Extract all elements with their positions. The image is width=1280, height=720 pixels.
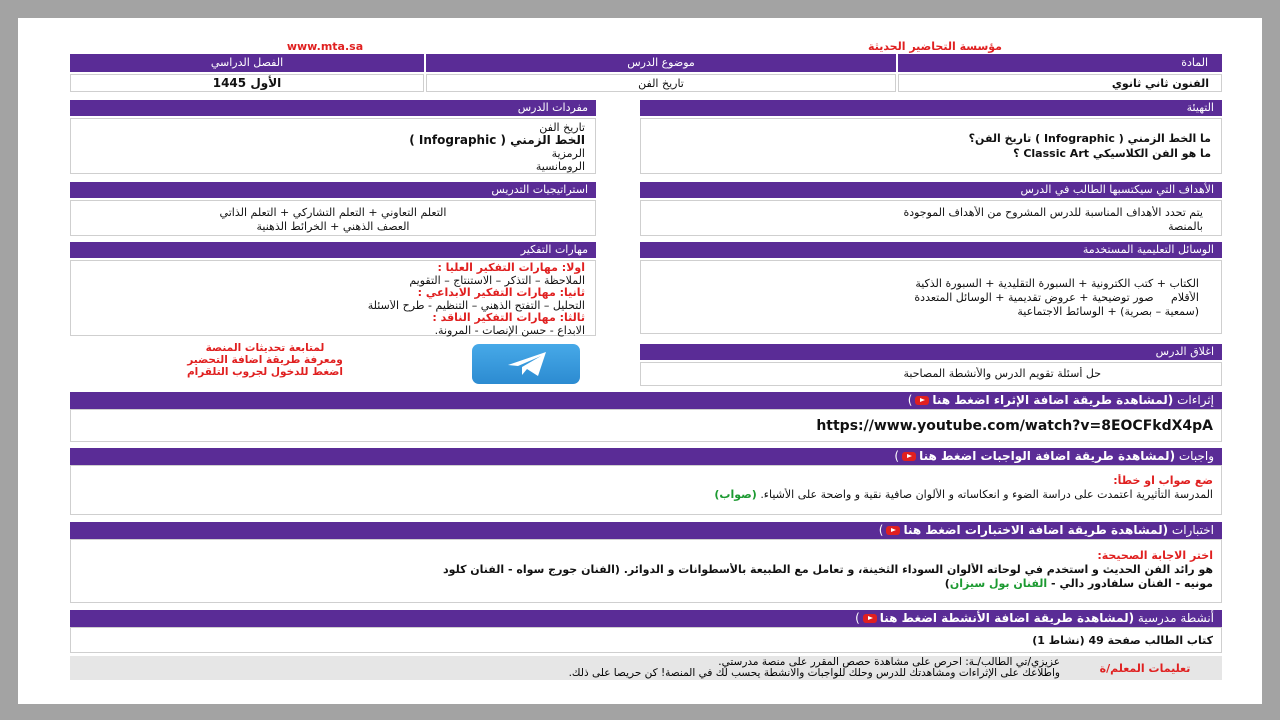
thinking-heading: ثانيا: مهارات التفكير الابداعي : — [417, 287, 585, 299]
intro-header: التهيئة — [640, 100, 1222, 116]
objectives-line: بالمنصة — [1168, 220, 1203, 233]
homework-answer: (صواب) — [714, 488, 757, 501]
tests-prompt: اختر الاجابة الصحيحة: — [1097, 549, 1213, 562]
activities-howto-link[interactable]: (لمشاهدة طريقة اضافة الأنشطة اضغط هنا — [879, 611, 1135, 625]
intro-box — [640, 118, 1222, 174]
aids-header: الوسائل التعليمية المستخدمة — [640, 242, 1222, 258]
vocab-box — [70, 118, 596, 174]
activities-text: كتاب الطالب صفحة 49 (نشاط 1) — [1032, 634, 1213, 647]
strategies-line: التعلم التعاوني + التعلم التشاركي + التعلم الذاتي — [219, 206, 447, 219]
strategies-box — [70, 200, 596, 236]
enrichment-howto-link[interactable]: (لمشاهدة طريقة اضافة الإثراء اضغط هنا — [932, 393, 1174, 407]
intro-line: ما هو الفن الكلاسيكي Classic Art ؟ — [1013, 147, 1211, 160]
homework-title: واجبات — [1178, 449, 1214, 463]
telegram-plane-icon — [472, 344, 580, 384]
enrichment-box — [70, 409, 1222, 442]
tests-howto-link[interactable]: (لمشاهدة طريقة اضافة الاختبارات اضغط هنا — [903, 523, 1169, 537]
teacher-label: تعليمات المعلم/ة — [1099, 662, 1191, 675]
homework-header: واجبات (لمشاهدة طريقة اضافة الواجبات اضغط هنا) — [70, 448, 1222, 465]
vocab-line: تاريخ الفن — [539, 121, 585, 134]
aids-line: (سمعية – بصرية) + الوسائط الاجتماعية — [1017, 305, 1199, 318]
enrichment-header: إثراءات (لمشاهدة طريقة اضافة الإثراء اضغط هنا) — [70, 392, 1222, 409]
teacher-text — [190, 657, 1060, 679]
thinking-box — [70, 260, 596, 336]
enrichment-title: إثراءات — [1177, 393, 1214, 407]
strategies-line: العصف الذهني + الخرائط الذهنية — [256, 220, 410, 233]
subject-label: المادة — [898, 54, 1222, 72]
topic-label: موضوع الدرس — [426, 54, 896, 72]
objectives-header: الأهداف التي سيكتسبها الطالب في الدرس — [640, 182, 1222, 198]
thinking-line: الملاحظة – التذكر – الاستنتاج – التقويم — [409, 274, 585, 287]
telegram-text: اضغط للدخول لجروب التلقرام — [186, 366, 344, 378]
thinking-heading: أولا: مهارات التفكير العليا : — [437, 262, 585, 274]
closing-box — [640, 362, 1222, 386]
homework-howto-link[interactable]: (لمشاهدة طريقة اضافة الواجبات اضغط هنا — [919, 449, 1176, 463]
closing-header: اغلاق الدرس — [640, 344, 1222, 360]
youtube-icon[interactable] — [886, 526, 900, 535]
aids-line: الكتاب + كتب الكترونية + السبورة التقليدية + السبورة الذكية — [915, 277, 1199, 290]
telegram-icon[interactable] — [472, 344, 580, 384]
enrichment-url[interactable]: https://www.youtube.com/watch?v=8EOCFkdX4pA — [816, 418, 1213, 434]
aids-line: الأقلام صور توضيحية + عروض تقديمية + الوسائل المتعددة — [914, 291, 1199, 304]
youtube-icon[interactable] — [902, 452, 916, 461]
topic-value: تاريخ الفن — [426, 74, 896, 92]
thinking-line: التحليل – التفتح الذهني – التنظيم - طرح الأسئلة — [367, 299, 585, 312]
vocab-header: مفردات الدرس — [70, 100, 596, 116]
tests-answer: الفنان بول سيزان — [949, 577, 1048, 590]
thinking-header: مهارات التفكير — [70, 242, 596, 258]
objectives-line: يتم تحدد الأهداف المناسبة للدرس المشروح من الأهداف الموجودة — [903, 206, 1203, 219]
vocab-line: الرمزية — [551, 147, 585, 160]
teacher-line: عزيزي/تي الطالب/ـة: احرص على مشاهدة حصص المقرر على منصة مدرستي. — [718, 657, 1060, 668]
teacher-line: واطلاعك على الإثراءات ومشاهدتك للدرس وحلك للواجبات والأنشطة يحسب لك في المنصة! كن حريصا على ذلك. — [568, 668, 1060, 679]
site-url[interactable]: www.mta.sa — [286, 40, 364, 53]
lesson-plan-document — [30, 32, 1230, 680]
vocab-line: الخط الزمني ( Infographic ) — [409, 134, 585, 147]
vocab-line: الرومانسية — [535, 160, 585, 173]
semester-value: الأول 1445 — [70, 74, 424, 92]
thinking-heading: ثالثا: مهارات التفكير الناقد : — [432, 312, 585, 324]
youtube-icon[interactable] — [915, 396, 929, 405]
activities-title: أنشطة مدرسية — [1137, 611, 1214, 625]
homework-sentence: المدرسة التأثيرية اعتمدت على دراسة الضوء و انعكاساته و الألوان صافية نقية و واضحة على الأشياء. — [760, 488, 1213, 501]
homework-box — [70, 465, 1222, 515]
tests-question-line: هو رائد الفن الحديث و استخدم في لوحاته الألوان السوداء الثخينة، و تعامل مع الطبيعة بالأسطوانات و الدوائر. (الفنان جورج سواه - الفنان كلود — [443, 563, 1213, 576]
activities-header: أنشطة مدرسية (لمشاهدة طريقة اضافة الأنشطة اضغط هنا) — [70, 610, 1222, 627]
tests-question-line: مونيه - الفنان سلفادور دالي - — [1051, 577, 1213, 590]
thinking-line: الابداع - حسن الإنصات - المرونة. — [434, 324, 585, 337]
closing-text: حل أسئلة تقويم الدرس والأنشطة المصاحبة — [903, 367, 1101, 380]
telegram-text: ومعرفة طريقة اضافة التحضير — [187, 354, 343, 366]
intro-line: ما الخط الزمني ( Infographic ) تاريخ الفن؟ — [968, 132, 1211, 145]
telegram-promo[interactable] — [150, 342, 380, 378]
semester-label: الفصل الدراسي — [70, 54, 424, 72]
institution-name: مؤسسة التحاضير الحديثة — [868, 40, 1002, 53]
objectives-box — [640, 200, 1222, 236]
telegram-text: لمتابعة تحديثات المنصة — [205, 342, 325, 354]
tests-close-paren: ) — [944, 577, 950, 590]
aids-box — [640, 260, 1222, 334]
tests-box — [70, 539, 1222, 603]
homework-prompt: ضع صواب او خطأ: — [1113, 474, 1213, 487]
tests-header: اختبارات (لمشاهدة طريقة اضافة الاختبارات اضغط هنا) — [70, 522, 1222, 539]
subject-value: الفنون ثاني ثانوي — [898, 74, 1222, 92]
strategies-header: استراتيجيات التدريس — [70, 182, 596, 198]
tests-title: اختبارات — [1171, 523, 1214, 537]
youtube-icon[interactable] — [863, 614, 877, 623]
activities-box — [70, 627, 1222, 653]
